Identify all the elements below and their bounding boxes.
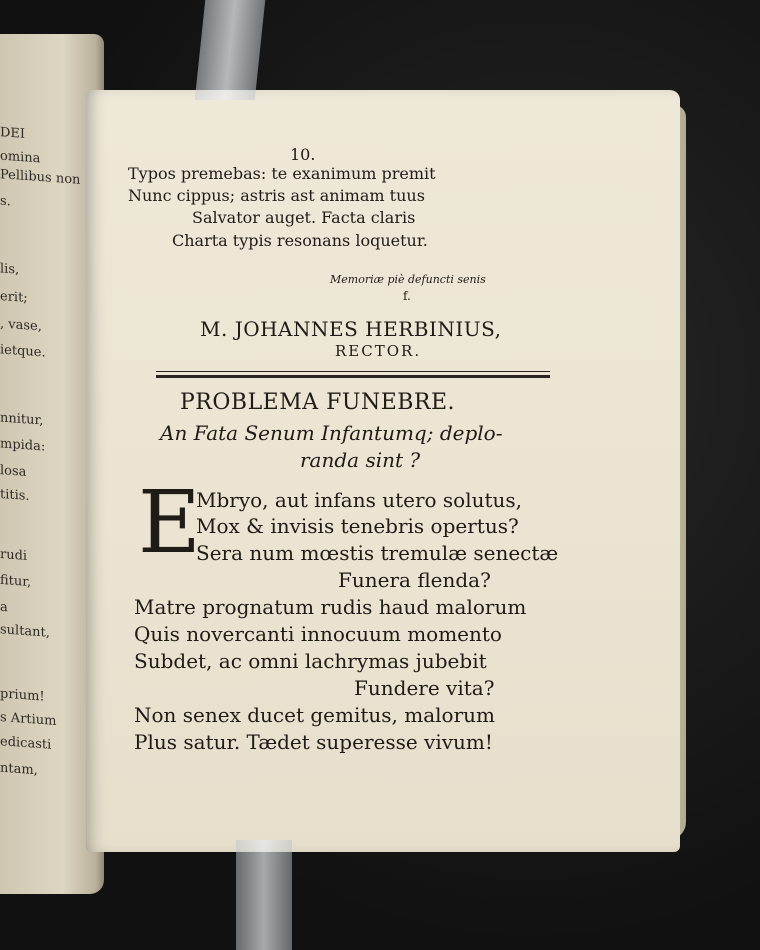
left-fragment: Pellibus non: [0, 167, 81, 188]
left-fragment: s Artium: [0, 710, 57, 729]
poem-line: Plus satur. Tædet superesse vivum!: [134, 730, 493, 754]
left-fragment: edicasti: [0, 734, 52, 753]
left-fragment: sultant,: [0, 622, 50, 641]
author-role: RECTOR.: [335, 342, 422, 360]
left-fragment: DEI: [0, 125, 26, 142]
left-fragment: lis,: [0, 261, 20, 278]
poem-line: Mbryo, aut infans utero solutus,: [196, 488, 523, 512]
left-fragment: titis.: [0, 486, 30, 505]
poem-line: Sera num mœstis tremulæ senectæ: [196, 541, 559, 565]
left-fragment: erit;: [0, 289, 28, 306]
verse-line: Nunc cippus; astris ast animam tuus: [128, 186, 425, 205]
left-fragment: , vase,: [0, 316, 42, 335]
poem-line: Quis novercanti innocuum momento: [134, 622, 502, 646]
author-name: M. JOHANNES HERBINIUS,: [200, 317, 502, 341]
subheading-line2: randa sint ?: [300, 448, 421, 472]
ribbon-top: [195, 0, 266, 100]
left-fragment: mpida:: [0, 436, 46, 455]
left-fragment: prium!: [0, 686, 45, 705]
heading: PROBLEMA FUNEBRE.: [180, 390, 456, 415]
ribbon-bottom: [236, 840, 292, 950]
left-fragment: fitur,: [0, 572, 32, 591]
subheading-line1: An Fata Senum Infantumq; deplo-: [160, 421, 503, 445]
poem-line: Funera flenda?: [338, 568, 491, 592]
verse-line: Charta typis resonans loquetur.: [172, 231, 428, 250]
verse-line: Typos premebas: te exanimum premit: [128, 164, 436, 183]
poem-line: Subdet, ac omni lachrymas jubebit: [134, 649, 487, 673]
verse-line: Salvator auget. Facta claris: [192, 208, 416, 227]
dedication-f: f.: [403, 289, 411, 303]
left-fragment: s.: [0, 193, 11, 210]
left-fragment: nnitur,: [0, 410, 44, 429]
poem-line: Fundere vita?: [354, 676, 495, 700]
left-fragment: rudi: [0, 547, 28, 564]
divider-rule: [156, 375, 550, 378]
poem-line: Matre prognatum rudis haud malorum: [134, 595, 527, 619]
poem-line: Non senex ducet gemitus, malorum: [134, 703, 495, 727]
left-fragment: a: [0, 599, 8, 616]
dedication: Memoriæ piè defuncti senis: [330, 273, 486, 286]
divider-thin: [156, 371, 550, 372]
poem-line: Mox & invisis tenebris opertus?: [196, 514, 519, 538]
left-fragment: ietque.: [0, 342, 46, 361]
drop-capital: E: [138, 473, 201, 573]
left-fragment: ntam,: [0, 760, 38, 779]
left-fragment: losa: [0, 463, 27, 480]
page-number: 10.: [290, 145, 316, 164]
left-fragment: omina: [0, 148, 41, 167]
